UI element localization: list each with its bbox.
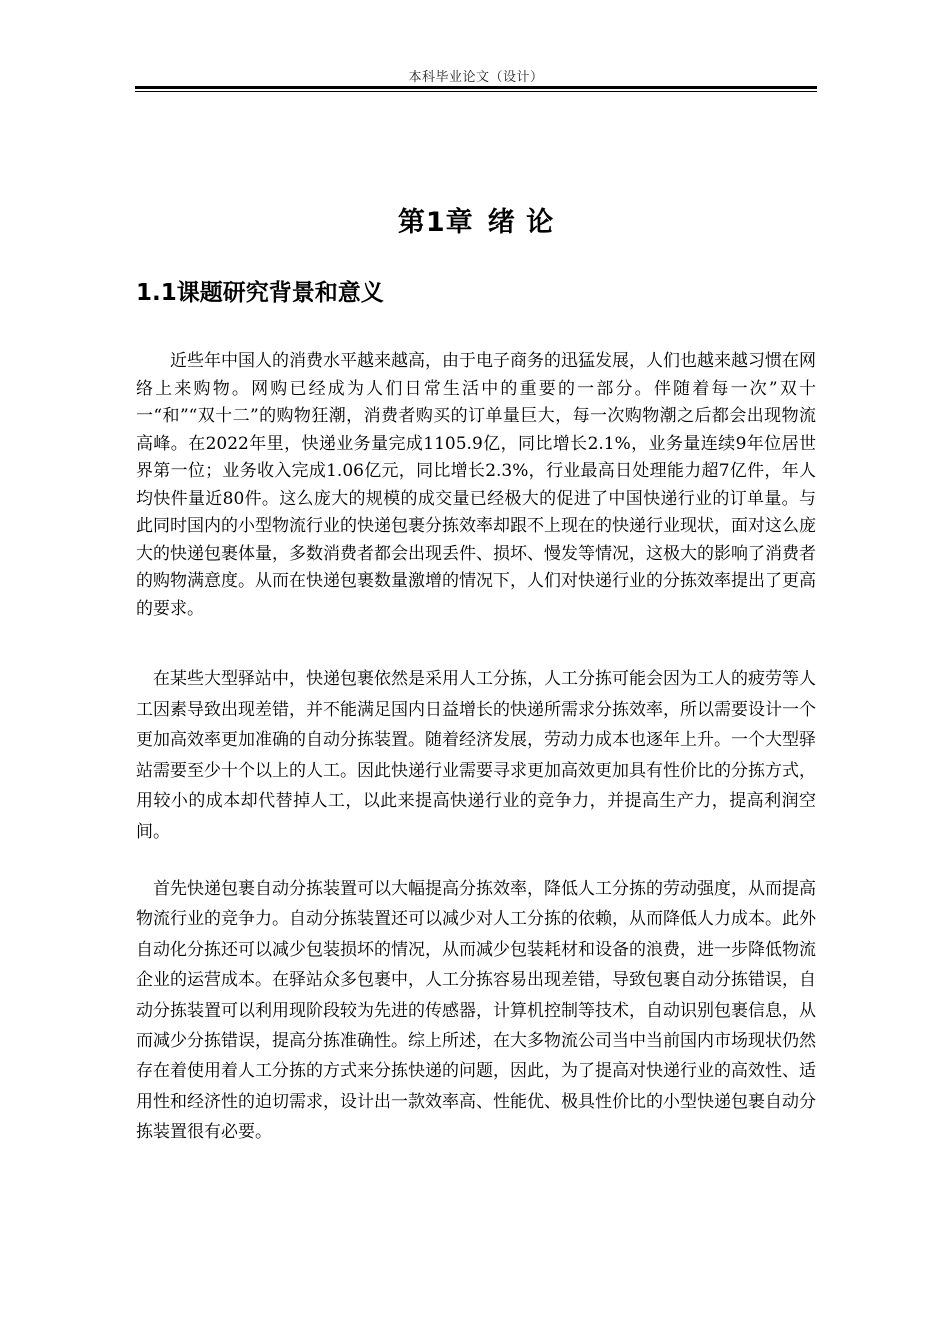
body-paragraph-3: 首先快递包裹自动分拣装置可以大幅提高分拣效率，降低人工分拣的劳动强度，从而提高物流行业的竞争力。自动分拣装置还可以减少对人工分拣的依赖，从而降低人力成本。此外自动化分拣还可以减少包装损坏的情况，从而减少包装耗材和设备的浪费，进一步降低物流企业的运营成本。在驿站众多包裹中，人工分拣容易出现差错，导致包裹自动分拣错误，自动分拣装置可以利用现阶段较为先进的传感器，计算机控制等技术，自动识别包裹信息，从而减少分拣错误，提高分拣准确性。综上所述，在大多物流公司当中当前国内市场现状仍然存在着使用着人工分拣的方式来分拣快递的问题，因此，为了提高对快递行业的高效性、适用性和经济性的迫切需求，设计出一款效率高、性能优、极具性价比的小型快递包裹自动分拣装置很有必要。: [136, 879, 816, 1143]
chapter-number: 第1章: [397, 207, 474, 238]
chapter-title: [135, 200, 817, 239]
header-rule-thin: [135, 91, 817, 92]
body-paragraph-1: 近些年中国人的消费水平越来越高，由于电子商务的迅猛发展，人们也越来越习惯在网络上来购物。网购已经成为人们日常生活中的重要的一部分。伴随着每一次”双十一“和”“双十二”的购物狂潮，消费者购买的订单量巨大，每一次购物潮之后都会出现物流高峰。在2022年里，快递业务量完成1105.9亿，同比增长2.1%，业务量连续9年位居世界第一位；业务收入完成1.06亿元，同比增长2.3%，行业最高日处理能力超7亿件，年人均快件量近80件。这么庞大的规模的成交量已经极大的促进了中国快递行业的订单量。与此同时国内的小型物流行业的快递包裹分拣效率却跟不上现在的快递行业现状，面对这么庞大的快递包裹体量，多数消费者都会出现丢件、损坏、慢发等情况，这极大的影响了消费者的购物满意度。从而在快递包裹数量激增的情况下，人们对快递行业的分拣效率提出了更高的要求。: [136, 351, 816, 619]
chapter-name: 绪 论: [487, 207, 555, 238]
section-heading: 1.1课题研究背景和意义: [136, 280, 384, 306]
header-rule: [135, 86, 817, 89]
running-header: 本科毕业论文（设计）: [408, 70, 544, 85]
body-paragraph-2: 在某些大型驿站中，快递包裹依然是采用人工分拣，人工分拣可能会因为工人的疲劳等人工因素导致出现差错，并不能满足国内日益增长的快递所需求分拣效率，所以需要设计一个更加高效率更加准确的自动分拣装置。随着经济发展，劳动力成本也逐年上升。一个大型驿站需要至少十个以上的人工。因此快递行业需要寻求更加高效更加具有性价比的分拣方式，用较小的成本却代替掉人工，以此来提高快递行业的竞争力，并提高生产力，提高利润空间。: [136, 669, 816, 842]
